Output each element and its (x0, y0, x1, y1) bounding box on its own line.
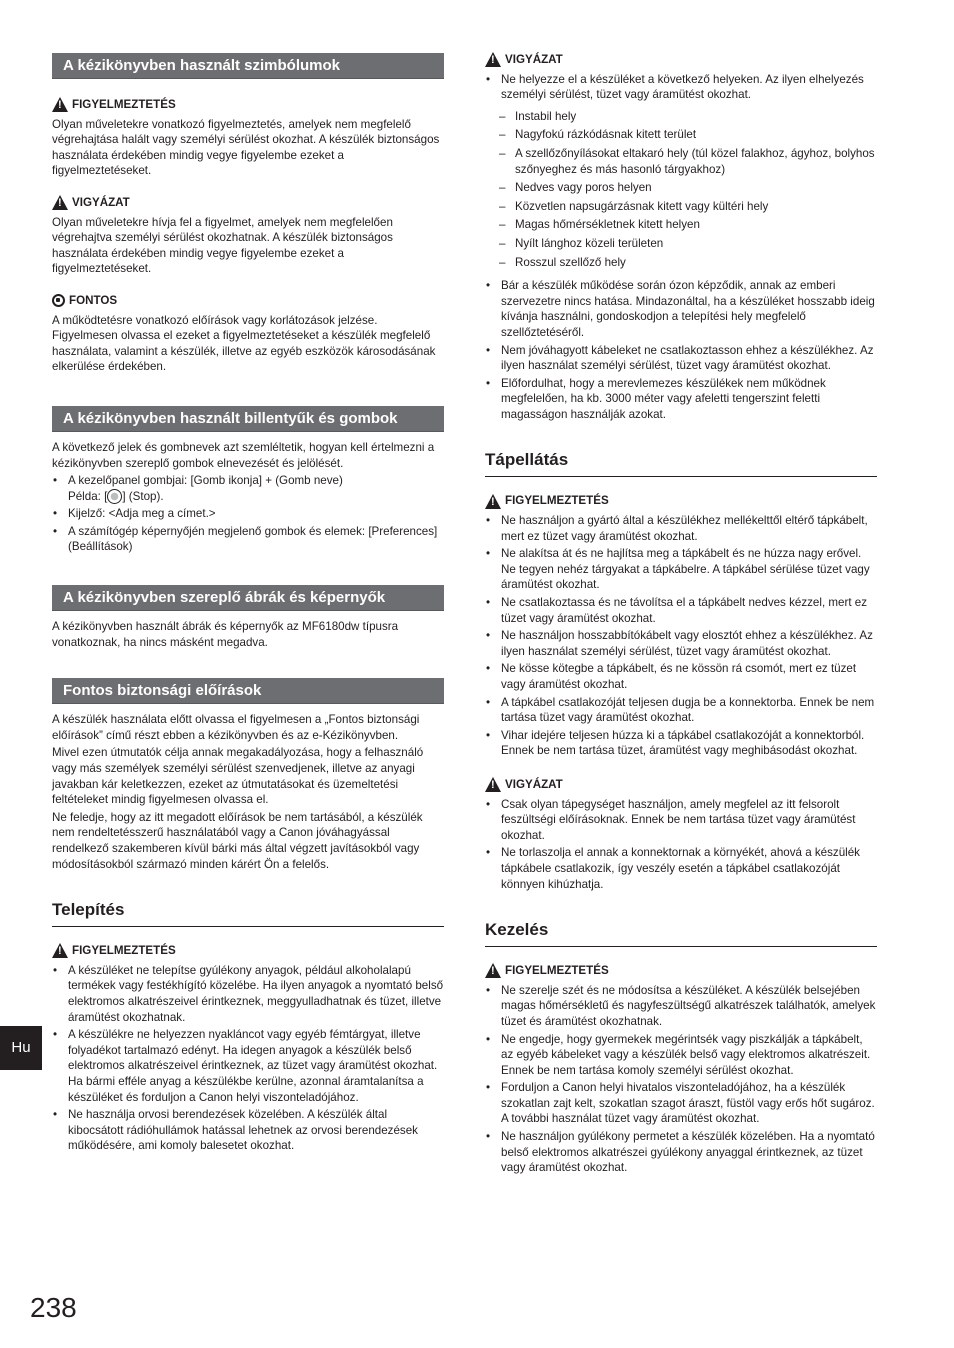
list-item: • A kezelőpanel gombjai: [Gomb ikonja] + (Gomb neve) Példa: [ ] (Stop). (52, 473, 444, 504)
list-item: • Ne csatlakoztassa és ne távolítsa el a tápkábelt nedves kézzel, mert ez tüzet vagy áramütést okozhat. (485, 595, 877, 626)
caution-label: ! VIGYÁZAT (485, 777, 877, 793)
warning-triangle-icon (485, 777, 501, 792)
list-item: – A szellőzőnyílásokat eltakaró hely (túl közel falakhoz, ágyhoz, bolyhos szőnyeghez és más hasonló tárgyakhoz) (485, 146, 877, 177)
list-item: • Ne torlaszolja el annak a konnektornak a környékét, ahová a készülék tápkábele csatlakozik, így veszély esetén a tápkábel csatlakozóját könnyen kihúzhatja. (485, 845, 877, 892)
list-item: • Nem jóváhagyott kábeleket ne csatlakoztasson ehhez a készülékhez. Az ilyen használat személyi sérülést, tüzet vagy áramütést okozhat. (485, 343, 877, 374)
page-number: 238 (30, 1292, 77, 1323)
safety-paragraph: A készülék használata előtt olvassa el figyelmesen a „Fontos biztonsági előírások” című részt ebben a kézikönyvben és az e-Kézikönyvben. (52, 713, 420, 742)
list-item: • A készülékre ne helyezzen nyakláncot vagy egyéb fémtárgyat, illetve folyadékot tartalmazó edényt. Ha idegen anyagok a készülék belső elektromos alkatrészeivel érintkeznek, az tüzet vagy áramütést okozhat. Ha bármi efféle anyag a készülékbe kerülne, azonnal áramtalanítsa a készüléket és forduljon a Canon helyi viszonteladójához. (52, 1027, 444, 1105)
list-item: • A készüléket ne telepítse gyúlékony anyagok, például alkoholalapú termékek vagy festékhígító közelébe. Ha ilyen anyagok a nyomtató belső elektromos alkatrészeivel érintkeznek, meggyulladhatnak és tüzet, illetve áramütést okozhatnak. (52, 963, 444, 1025)
language-tab: Hu (0, 1026, 42, 1070)
list-item: • A tápkábel csatlakozóját teljesen dugja be a konnektorba. Ennek be nem tartása tüzet vagy áramütést okozhat. (485, 695, 877, 726)
warning-label: ! FIGYELMEZTETÉS (485, 963, 877, 979)
warning-label: ! FIGYELMEZTETÉS (52, 943, 444, 959)
list-item: • Forduljon a Canon helyi hivatalos viszonteladójához, ha a készülék szokatlan zajt kelt, szokatlan szagot áraszt, füstöl vagy erős hőt sugároz. A további használat tüzet vagy áramütést okozhat. (485, 1080, 877, 1127)
warning-triangle-icon (485, 963, 501, 978)
list-item: – Rosszul szellőző hely (485, 255, 877, 271)
left-column (52, 53, 444, 1156)
warning-triangle-icon (485, 52, 501, 67)
list-item: – Nedves vagy poros helyen (485, 180, 877, 196)
section-heading-installation: Telepítés (52, 900, 444, 927)
caution-description: Olyan műveletekre hívja fel a figyelmet, amelyek nem megfelelően végrehajtva személyi sérülést okozhatnak. A készülék biztonságos használata érdekében mindig vegye figyelembe ezeket a figyelmeztetéseket. (52, 215, 393, 276)
list-item: • Kijelző: <Adja meg a címet.> (52, 506, 444, 522)
warning-triangle-icon (52, 943, 68, 958)
list-item: • Ne szerelje szét és ne módosítsa a készüléket. A készülék belsejében magas hőmérsékletű és nagyfeszültségű alkatrészek találhatók, amelyek tüzet és áramütést okozhatnak. (485, 983, 877, 1030)
list-item: • Ne kösse kötegbe a tápkábelt, és ne kössön rá csomót, mert ez tüzet vagy áramütést okozhat. (485, 661, 877, 692)
location-list (485, 109, 877, 270)
list-item: • A számítógép képernyőjén megjelenő gombok és elemek: [Preferences] (Beállítások) (52, 524, 444, 555)
keys-intro: A következő jelek és gombnevek azt szemléltetik, hogyan kell értelmezni a kézikönyvben szereplő gombok elnevezését és jelölését. (52, 440, 435, 470)
warning-triangle-icon (52, 195, 68, 210)
caution-label: ! VIGYÁZAT (485, 52, 877, 68)
installation-cautions (485, 72, 877, 423)
power-warnings (485, 513, 877, 759)
keys-list (52, 473, 444, 555)
list-item: • Ne használjon hosszabbítókábelt vagy elosztót ehhez a készülékhez. Az ilyen használat személyi sérülést, tüzet vagy áramütést okozhat. (485, 628, 877, 659)
important-description: A működtetésre vonatkozó előírások vagy korlátozások jelzése. Figyelmesen olvassa el ezeket a figyelmeztetéseket a készülék megfelelő használata, valamint a készülék, illetve az egyéb eszközök károsodásának elkerülése érdekében. (52, 313, 436, 374)
stop-button-icon (107, 489, 122, 504)
installation-warnings (52, 963, 444, 1154)
warning-label: ! FIGYELMEZTETÉS (52, 97, 444, 113)
list-item: • Csak olyan tápegységet használjon, amely megfelel az itt felsorolt feszültségi előírásoknak. Ennek be nem tartása tüzet vagy áramütést okozhat. (485, 797, 877, 844)
list-item: • Ne használjon gyúlékony permetet a készülék közelében. Ha a nyomtató belső elektromos alkatrészei gyúlékony anyaggal érintkeznek, az tüzet vagy áramütést okozhat. (485, 1129, 877, 1176)
list-item: • Ne engedje, hogy gyermekek megérintsék vagy piszkálják a tápkábelt, az egyéb kábeleket vagy a készülék belső vagy elektromos alkatrészeit. Ennek be nem tartása komoly személyi sérülést okozhat. (485, 1032, 877, 1079)
warning-triangle-icon (52, 97, 68, 112)
section-heading-handling: Kezelés (485, 920, 877, 947)
list-item: • Ne használja orvosi berendezések közelében. A készülék által kibocsátott rádióhullámok hatással lehetnek az orvosi berendezések működésére, ami komoly balesetet okozhat. (52, 1107, 444, 1154)
safety-paragraph: Mivel ezen útmutatók célja annak megakadályozása, hogy a felhasználó vagy más személyek személyi sérülést szenvedjenek, illetve az anyagi javakban kár keletkezzen, ezeket az útmutatásokat és üzemeltetési feltételeket mindig figyelmesen olvassa el. (52, 746, 424, 807)
section-heading-power: Tápellátás (485, 450, 877, 477)
list-item: – Nagyfokú rázkódásnak kitett terület (485, 127, 877, 143)
warning-description: Olyan műveletekre vonatkozó figyelmeztetés, amelyek nem megfelelő végrehajtása halált vagy személyi sérülést okozhat. A készülék biztonságos használata érdekében mindig vegye figyelembe ezeket a figyelmeztetéseket. (52, 117, 440, 178)
list-item: – Instabil hely (485, 109, 877, 125)
section-heading-figures: A kézikönyvben szereplő ábrák és képernyők (52, 585, 444, 611)
section-heading-symbols: A kézikönyvben használt szimbólumok (52, 53, 444, 79)
important-icon (52, 294, 65, 307)
list-item: • Ne helyezze el a készüléket a következő helyeken. Az ilyen elhelyezés személyi sérülést, tüzet vagy áramütést okozhat. – Instabil hely – Nagyfokú rázkódásnak kitett terület – A szellőzőnyílásokat eltakaró hely (túl közel falakhoz, ágyhoz, bolyhos szőnyeghez és más hasonló tárgyakhoz) – Nedves vagy poros helyen – Közvetlen napsugárzásnak kitett vagy kültéri hely – Magas hőmérsékletnek kitett helyen – Nyílt lánghoz közeli területen – Rosszul szellőző hely (485, 72, 877, 277)
section-heading-keys: A kézikönyvben használt billentyűk és gombok (52, 406, 444, 432)
figures-text: A kézikönyvben használt ábrák és képernyők az MF6180dw típusra vonatkoznak, ha nincs másként megadva. (52, 620, 399, 649)
list-item: • Bár a készülék működése során ózon képződik, annak az emberi szervezetre nincs hatása. Mindazonáltal, ha a készüléket hosszabb ideig kívánja használni, gondoskodjon a telepítési hely megfelelő szellőztetéséről. (485, 278, 877, 340)
list-item: • Ne használjon a gyártó által a készülékhez mellékelttől eltérő tápkábelt, mert ez tüzet vagy áramütést okozhat. (485, 513, 877, 544)
warning-label: ! FIGYELMEZTETÉS (485, 493, 877, 509)
list-item: • Előfordulhat, hogy a merevlemezes készülékek nem működnek megfelelően, ha kb. 3000 méter vagy afeletti tengerszint feletti magasságon használják azokat. (485, 376, 877, 423)
section-heading-safety: Fontos biztonsági előírások (52, 678, 444, 704)
list-item: – Magas hőmérsékletnek kitett helyen (485, 217, 877, 233)
list-item: – Nyílt lánghoz közeli területen (485, 236, 877, 252)
list-item: • Ne alakítsa át és ne hajlítsa meg a tápkábelt és ne húzza nagy erővel. Ne tegyen nehéz tárgyakat a tápkábelre. A tápkábel sérülése tüzet vagy áramütést okozhat. (485, 546, 877, 593)
safety-paragraph: Ne feledje, hogy az itt megadott előírások be nem tartásából, a készülék nem rendeltetésszerű használatából vagy a Canon jóváhagyással rendelkező szakemberen kívül bárki más által végzett javításokból vagy módosításokból származó minden kárért Ön a felelős. (52, 810, 423, 871)
handling-warnings (485, 983, 877, 1176)
right-column (485, 52, 877, 1178)
list-item: • Vihar idejére teljesen húzza ki a tápkábel csatlakozóját a konnektorból. Ennek be nem tartása tüzet, áramütést vagy meghibásodást okozhat. (485, 728, 877, 759)
important-label: FONTOS (52, 293, 444, 309)
caution-label: ! VIGYÁZAT (52, 195, 444, 211)
warning-triangle-icon (485, 494, 501, 509)
power-cautions (485, 797, 877, 893)
list-item: – Közvetlen napsugárzásnak kitett vagy kültéri hely (485, 199, 877, 215)
